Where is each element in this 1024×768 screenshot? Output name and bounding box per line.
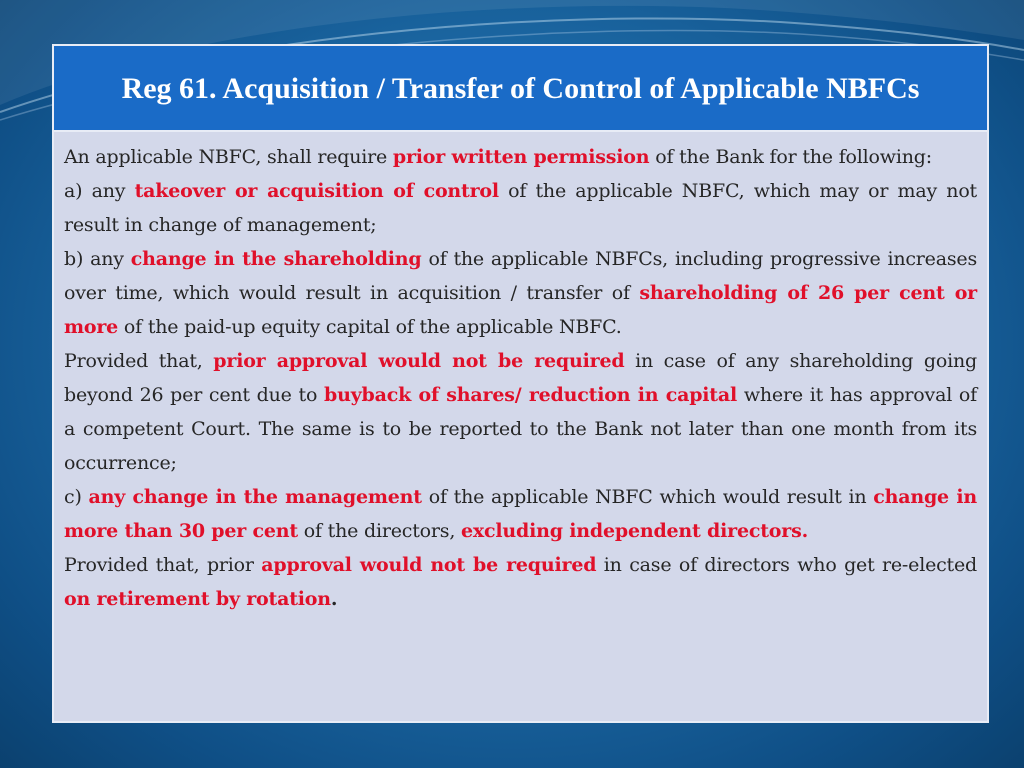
slide-title: Reg 61. Acquisition / Transfer of Control of Applicable NBFCs	[121, 71, 920, 105]
title-bar	[54, 46, 987, 132]
content-box	[52, 44, 989, 723]
text-run: of the applicable NBFCs, including progressive increases over time, which would result in acquisition / transfer of	[64, 248, 978, 304]
proviso-b-paragraph	[64, 344, 977, 480]
highlight-text: any change in the management	[88, 486, 422, 508]
item-a-paragraph	[64, 174, 977, 242]
text-run: where it has approval of a competent Court. The same is to be reported to the Bank not later than one month from its occurrence;	[64, 384, 977, 474]
highlight-text: excluding independent directors.	[461, 520, 808, 542]
text-run: in case of directors who get re-elected	[596, 554, 977, 576]
intro-paragraph	[64, 140, 977, 174]
text-run: of the applicable NBFC which would result in	[421, 486, 874, 508]
text-run: .	[330, 588, 338, 610]
highlight-text: shareholding of 26 per cent or more	[64, 282, 977, 338]
text-run: of the directors,	[297, 520, 462, 542]
proviso-c-paragraph	[64, 548, 977, 616]
highlight-text: buyback of shares/ reduction in capital	[324, 384, 738, 406]
highlight-text: prior approval would not be required	[213, 350, 625, 372]
highlight-text: change in the shareholding	[130, 248, 422, 270]
highlight-text: approval would not be required	[261, 554, 597, 576]
text-run: in case of any shareholding going beyond 26 per cent due to	[64, 350, 977, 406]
text-run: Provided that, prior	[64, 554, 262, 576]
text-run: of the applicable NBFC, which may or may not result in change of management;	[64, 180, 977, 236]
highlight-text: prior written permission	[392, 146, 650, 168]
text-run: a) any	[64, 180, 135, 202]
highlight-text: on retirement by rotation	[64, 588, 331, 610]
text-run: An applicable NBFC, shall require	[64, 146, 393, 168]
text-run: b) any	[64, 248, 131, 270]
highlight-text: change in more than 30 per cent	[64, 486, 978, 542]
text-run: c)	[64, 486, 89, 508]
text-run: Provided that,	[64, 350, 214, 372]
highlight-text: takeover or acquisition of control	[134, 180, 499, 202]
body-text	[54, 132, 987, 616]
item-c-paragraph	[64, 480, 977, 548]
item-b-paragraph	[64, 242, 977, 344]
text-run: of the paid-up equity capital of the applicable NBFC.	[118, 316, 622, 338]
text-run: of the Bank for the following:	[649, 146, 932, 168]
